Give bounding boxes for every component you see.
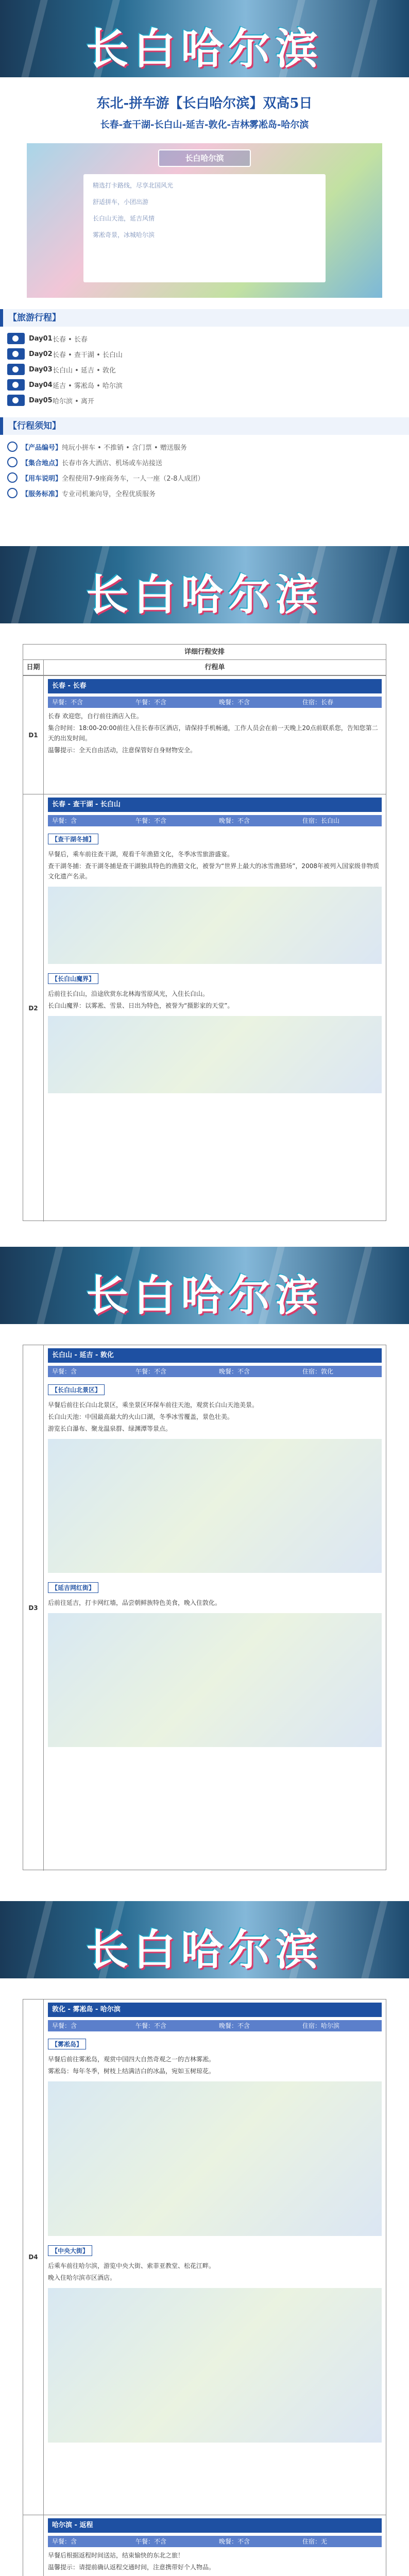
product-title: 东北-拼车游【长白哈尔滨】双高5日 [96, 96, 313, 111]
note-row: 【产品编号】 纯玩小拼车 • 不推销 • 含门票 • 赠送服务 [7, 440, 187, 453]
day-icon [7, 364, 25, 375]
scenery-photo [48, 2288, 382, 2443]
route-bar: 哈尔滨 - 返程 [48, 2518, 382, 2533]
highlight-label: 【雾凇岛】 [48, 2039, 86, 2049]
intro-card [83, 174, 326, 282]
bullet-icon [7, 472, 18, 483]
banner-title: 长白哈尔滨 [86, 1925, 323, 1975]
plan-row: Day03 长白山 • 延吉 • 敦化 [7, 363, 116, 376]
highlight-label: 【长白山魔界】 [48, 973, 98, 984]
route-summary: 长春-查干湖-长白山-延吉-敦化-吉林雾凇岛-哈尔滨 [100, 120, 309, 130]
card-line: 长白山天池，延吉风情 [93, 215, 155, 222]
banner-4 [0, 1901, 409, 1978]
notes-section [0, 417, 409, 435]
highlight-label: 【延吉网红街】 [48, 1582, 98, 1593]
highlight-label: 【长白山北景区】 [48, 1384, 105, 1395]
plan-title: 【旅游行程】 [8, 313, 61, 323]
scenery-photo [48, 1439, 382, 1573]
itinerary-table [23, 644, 386, 1221]
bullet-icon [7, 457, 18, 467]
day-icon [7, 348, 25, 360]
scenery-photo [48, 1613, 382, 1747]
itinerary-table-cont [23, 1345, 386, 1870]
plan-section [0, 309, 409, 327]
highlight-label: 【查干湖冬捕】 [48, 834, 98, 844]
photo-tag: 长白哈尔滨 [158, 149, 251, 167]
scenery-photo [48, 1016, 382, 1093]
route-bar: 长春 - 查干湖 - 长白山 [48, 798, 382, 812]
plan-row: Day05 哈尔滨 • 离开 [7, 394, 94, 407]
bullet-icon [7, 442, 18, 452]
intro-section [0, 77, 409, 304]
meals-bar: 早餐：含 午餐：不含 晚餐：不含 住宿：无 [48, 2536, 382, 2547]
day-row: D3 长白山 - 延吉 - 敦化 早餐：含 午餐：不含 晚餐：不含 住宿：敦化 【长白山北景区】 早餐后前往长白山北景区，乘坐景区环保车前往天池，观赏长白山天池美景。 长白山天池：中国最高最大的火山口湖，冬季冰雪覆盖，景色壮美。 游览长白瀑布、聚龙温泉群、绿渊潭等景点。 【延吉网红街】 后前往延吉，打卡网红墙，品尝朝鲜族特色美食，晚入住敦化。 [23, 1345, 386, 1871]
note-row: 【用车说明】 全程使用7-9座商务车，一人一座（2-8人成团） [7, 471, 204, 484]
banner-title: 长白哈尔滨 [86, 24, 323, 74]
scenery-photo [48, 887, 382, 964]
day-row: 哈尔滨 - 返程 早餐：含 午餐：不含 晚餐：不含 住宿：无 早餐后根据返程时间送站，结束愉快的东北之旅！ 温馨提示：请提前确认返程交通时间，注意携带好个人物品。 [23, 2515, 386, 2576]
itinerary-title: 详细行程安排 [23, 645, 386, 660]
route-bar: 长白山 - 延吉 - 敦化 [48, 1348, 382, 1363]
route-bar: 长春 - 长春 [48, 679, 382, 693]
plan-row: Day04 延吉 • 雾凇岛 • 哈尔滨 [7, 378, 123, 392]
banner-title: 长白哈尔滨 [86, 570, 323, 620]
meals-bar: 早餐：含 午餐：不含 晚餐：不含 住宿：敦化 [48, 1366, 382, 1377]
card-line: 舒适拼车，小团出游 [93, 198, 149, 206]
day-icon [7, 379, 25, 391]
note-row: 【集合地点】 长春市各大酒店、机场或车站接送 [7, 455, 162, 469]
meals-bar: 早餐：含 午餐：不含 晚餐：不含 住宿：长白山 [48, 815, 382, 826]
banner-2 [0, 546, 409, 623]
plan-row: Day01 长春 • 长春 [7, 332, 88, 345]
banner-3 [0, 1247, 409, 1324]
route-bar: 敦化 - 雾凇岛 - 哈尔滨 [48, 2003, 382, 2017]
intro-photo [27, 143, 382, 298]
day-row: D2 长春 - 查干湖 - 长白山 早餐：含 午餐：不含 晚餐：不含 住宿：长白山 【查干湖冬捕】 早餐后，乘车前往查干湖，观看千年渔猎文化，冬季冰雪旅游盛宴。 查干湖冬捕：查干湖冬捕是查干湖独具特色的渔猎文化，被誉为“世界上最大的冰雪渔猎场”，2008年被列入国家级非物质文化遗产名录。 【长白山魔界】 后前往长白山，沿途欣赏东北林海雪原风光，入住长白山。 长白山魔界：以雾凇、雪景、日出为特色，被誉为“摄影家的天堂”。 [23, 794, 386, 1222]
plan-row: Day02 长春 • 查干湖 • 长白山 [7, 347, 123, 361]
meals-bar: 早餐：不含 午餐：不含 晚餐：不含 住宿：长春 [48, 697, 382, 708]
day-icon [7, 333, 25, 344]
table-header: 日期 行程单 [23, 660, 386, 675]
card-line: 精选打卡路线，尽享北国风光 [93, 182, 174, 189]
highlight-label: 【中央大街】 [48, 2245, 92, 2256]
meals-bar: 早餐：含 午餐：不含 晚餐：不含 住宿：哈尔滨 [48, 2020, 382, 2031]
notes-title: 【行程须知】 [8, 421, 61, 431]
top-banner [0, 0, 409, 77]
banner-title: 长白哈尔滨 [86, 1271, 323, 1320]
note-row: 【服务标准】 专业司机兼向导，全程优质服务 [7, 486, 156, 500]
day-icon [7, 395, 25, 406]
scenery-photo [48, 2081, 382, 2236]
bullet-icon [7, 488, 18, 498]
day-row: D4 敦化 - 雾凇岛 - 哈尔滨 早餐：含 午餐：不含 晚餐：不含 住宿：哈尔滨 【雾凇岛】 早餐后前往雾凇岛，观赏中国四大自然奇观之一的吉林雾凇。 雾凇岛：每年冬季，树枝上结满洁白的冰晶，宛如玉树琼花。 【中央大街】 后乘车前往哈尔滨，游览中央大街、索菲亚教堂、松花江畔。 晚入住哈尔滨市区酒店。 [23, 1999, 386, 2515]
itinerary-table-cont [23, 1999, 386, 2576]
card-line: 雾凇奇景，冰城哈尔滨 [93, 231, 155, 239]
day-row: D1 长春 - 长春 早餐：不含 午餐：不含 晚餐：不含 住宿：长春 长春 欢迎您，自行前往酒店入住。 集合时间：18:00-20:00前往入住长春市区酒店，请保持手机畅通，工作人员会在前一天晚上20点前联系您，告知您第二天的出发时间。 温馨提示：全天自由活动，注意保管好自身财物安全。 [23, 675, 386, 794]
